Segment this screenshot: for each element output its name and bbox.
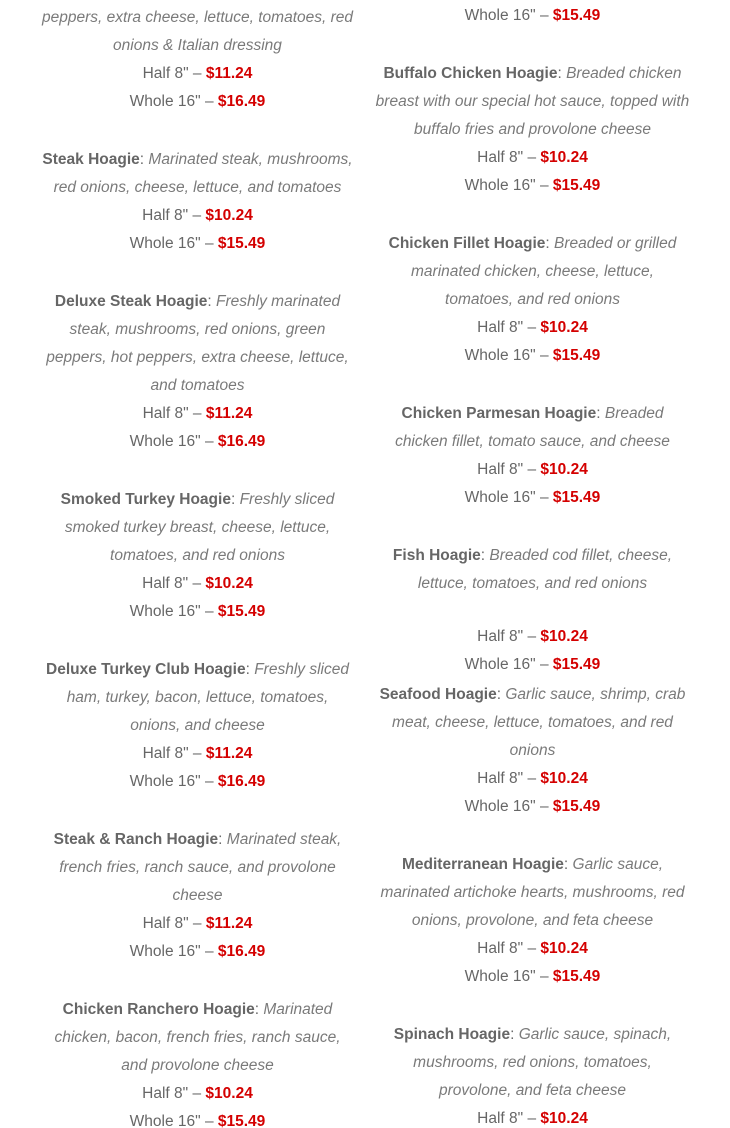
whole-price-line: [375, 484, 690, 512]
whole-price-line: [375, 963, 690, 991]
item-name: Mediterranean Hoagie: [401, 856, 564, 873]
whole-price-line: [40, 428, 355, 456]
whole-label: Whole 16" –: [129, 603, 218, 620]
whole-price: $16.49: [217, 943, 266, 960]
item-description: Marinated chicken, bacon, french fries, ranch sauce, and provolone cheese: [54, 1001, 341, 1074]
whole-price: $15.49: [552, 489, 601, 506]
whole-label: Whole 16" –: [464, 968, 553, 985]
whole-price: $15.49: [552, 656, 601, 673]
half-price-line: [40, 910, 355, 938]
menu-item-seafood-hoagie: Seafood Hoagie: Garlic sauce, shrimp, crab meat, cheese, lettuce, tomatoes, and red onions Half 8" – $10.24 Whole 16" – $15.49: [375, 681, 690, 821]
whole-label: Whole 16" –: [129, 943, 218, 960]
half-price: $10.24: [540, 461, 588, 478]
whole-price-line: [40, 598, 355, 626]
half-label: Half 8" –: [477, 770, 541, 787]
item-description: peppers, extra cheese, lettuce, tomatoes, red onions & Italian dressing: [41, 9, 354, 54]
whole-price: $15.49: [217, 1113, 266, 1128]
half-label: Half 8" –: [142, 207, 206, 224]
half-price-line: [375, 1105, 690, 1128]
whole-price: $15.49: [552, 798, 601, 815]
item-name: Steak Hoagie: [42, 151, 140, 168]
item-description: Breaded chicken fillet, tomato sauce, and cheese: [395, 405, 670, 450]
item-name: Chicken Parmesan Hoagie: [401, 405, 597, 422]
half-price: $10.24: [205, 575, 253, 592]
half-price: $10.24: [540, 940, 588, 957]
half-label: Half 8" –: [477, 940, 541, 957]
whole-price: $15.49: [552, 7, 601, 24]
item-name: Seafood Hoagie: [379, 686, 497, 703]
half-price-line: [40, 202, 355, 230]
item-name: Spinach Hoagie: [393, 1026, 511, 1043]
half-label: Half 8" –: [142, 745, 206, 762]
half-price: $11.24: [205, 915, 253, 932]
half-label: Half 8" –: [142, 65, 206, 82]
half-label: Half 8" –: [142, 575, 206, 592]
menu-item-steak-hoagie: Steak Hoagie: Marinated steak, mushrooms, red onions, cheese, lettuce, and tomatoes Half 8" – $10.24 Whole 16" – $15.49: [40, 146, 355, 258]
half-price: $10.24: [540, 149, 588, 166]
whole-price: $16.49: [217, 773, 266, 790]
half-price-line: [375, 314, 690, 342]
menu-item-deluxe-steak-hoagie: Deluxe Steak Hoagie: Freshly marinated steak, mushrooms, red onions, green peppers, hot peppers, extra cheese, lettuce, and tomatoes Half 8" – $11.24 Whole 16" – $16.49: [40, 288, 355, 456]
half-label: Half 8" –: [142, 405, 206, 422]
item-description: Freshly marinated steak, mushrooms, red onions, green peppers, hot peppers, extra cheese, lettuce, and tomatoes: [46, 293, 349, 394]
menu-item-mediterranean-hoagie: Mediterranean Hoagie: Garlic sauce, marinated artichoke hearts, mushrooms, red onions, provolone, and feta cheese Half 8" – $10.24 Whole 16" – $15.49: [375, 851, 690, 991]
half-price-line: [375, 456, 690, 484]
item-description: Breaded chicken breast with our special hot sauce, topped with buffalo fries and provolone cheese: [375, 65, 690, 138]
whole-price-line: [40, 1108, 355, 1128]
item-name: Fish Hoagie: [392, 547, 481, 564]
whole-price-line: [375, 651, 690, 679]
whole-label: Whole 16" –: [464, 177, 553, 194]
whole-label: Whole 16" –: [464, 798, 553, 815]
whole-price: $15.49: [552, 968, 601, 985]
item-description: Breaded cod fillet, cheese, lettuce, tomatoes, and red onions: [417, 547, 673, 592]
half-price: $11.24: [205, 65, 253, 82]
menu-item-smoked-turkey-hoagie: Smoked Turkey Hoagie: Freshly sliced smoked turkey breast, cheese, lettuce, tomatoes, and red onions Half 8" – $10.24 Whole 16" – $15.49: [40, 486, 355, 626]
half-label: Half 8" –: [142, 915, 206, 932]
item-description: Freshly sliced smoked turkey breast, cheese, lettuce, tomatoes, and red onions: [64, 491, 335, 564]
item-name: Deluxe Steak Hoagie: [54, 293, 208, 310]
half-price: $10.24: [540, 1110, 588, 1127]
half-price-line: [40, 1080, 355, 1108]
whole-price-line: [40, 88, 355, 116]
whole-price-line: [375, 342, 690, 370]
item-name: Smoked Turkey Hoagie: [60, 491, 231, 508]
item-description: Marinated steak, french fries, ranch sauce, and provolone cheese: [59, 831, 342, 904]
menu-item-buffalo-chicken-hoagie: Buffalo Chicken Hoagie: Breaded chicken breast with our special hot sauce, topped with buffalo fries and provolone cheese Half 8" – $10.24 Whole 16" – $15.49: [375, 60, 690, 200]
whole-price-line: [375, 2, 690, 30]
half-price: $11.24: [205, 745, 253, 762]
whole-price: $16.49: [217, 93, 266, 110]
whole-label: Whole 16" –: [464, 7, 553, 24]
item-description: Garlic sauce, marinated artichoke hearts, mushrooms, red onions, provolone, and feta cheese: [380, 856, 685, 929]
whole-price: $15.49: [552, 347, 601, 364]
item-description: Marinated steak, mushrooms, red onions, cheese, lettuce, and tomatoes: [53, 151, 353, 196]
menu-item-continued: [375, 2, 690, 30]
half-price-line: [375, 623, 690, 651]
half-label: Half 8" –: [477, 461, 541, 478]
half-price: $10.24: [540, 628, 588, 645]
half-price: $10.24: [205, 207, 253, 224]
half-price: $10.24: [205, 1085, 253, 1102]
whole-label: Whole 16" –: [129, 1113, 218, 1128]
item-description: Garlic sauce, shrimp, crab meat, cheese, lettuce, tomatoes, and red onions: [392, 686, 686, 759]
item-description: Garlic sauce, spinach, mushrooms, red onions, tomatoes, provolone, and feta cheese: [413, 1026, 672, 1099]
half-label: Half 8" –: [477, 628, 541, 645]
whole-label: Whole 16" –: [129, 773, 218, 790]
whole-price: $15.49: [552, 177, 601, 194]
half-price: $10.24: [540, 319, 588, 336]
half-label: Half 8" –: [477, 319, 541, 336]
half-price-line: [40, 400, 355, 428]
item-name: Chicken Ranchero Hoagie: [62, 1001, 255, 1018]
menu-item-chicken-fillet-hoagie: Chicken Fillet Hoagie: Breaded or grilled marinated chicken, cheese, lettuce, tomatoes, and red onions Half 8" – $10.24 Whole 16" – $15.49: [375, 230, 690, 370]
half-price-line: [375, 935, 690, 963]
item-description: Freshly sliced ham, turkey, bacon, lettuce, tomatoes, onions, and cheese: [66, 661, 349, 734]
whole-label: Whole 16" –: [129, 93, 218, 110]
item-name: Chicken Fillet Hoagie: [388, 235, 546, 252]
menu-item-steak-ranch-hoagie: Steak & Ranch Hoagie: Marinated steak, french fries, ranch sauce, and provolone cheese Half 8" – $11.24 Whole 16" – $16.49: [40, 826, 355, 966]
whole-label: Whole 16" –: [464, 347, 553, 364]
half-price: $10.24: [540, 770, 588, 787]
whole-price-line: [375, 172, 690, 200]
half-price: $11.24: [205, 405, 253, 422]
whole-label: Whole 16" –: [129, 235, 218, 252]
item-name: Buffalo Chicken Hoagie: [383, 65, 558, 82]
half-label: Half 8" –: [142, 1085, 206, 1102]
item-name: Steak & Ranch Hoagie: [53, 831, 219, 848]
menu-item-fish-hoagie: Fish Hoagie: Breaded cod fillet, cheese, lettuce, tomatoes, and red onions Half 8" – $10.24 Whole 16" – $15.49: [375, 542, 690, 679]
whole-price-line: [40, 938, 355, 966]
item-description: Breaded or grilled marinated chicken, cheese, lettuce, tomatoes, and red onions: [411, 235, 677, 308]
whole-label: Whole 16" –: [129, 433, 218, 450]
whole-label: Whole 16" –: [464, 656, 553, 673]
menu-item-continued: [40, 4, 355, 116]
half-price-line: [375, 144, 690, 172]
menu-item-deluxe-turkey-club-hoagie: Deluxe Turkey Club Hoagie: Freshly sliced ham, turkey, bacon, lettuce, tomatoes, onions, and cheese Half 8" – $11.24 Whole 16" – $16.49: [40, 656, 355, 796]
menu-item-chicken-parmesan-hoagie: Chicken Parmesan Hoagie: Breaded chicken fillet, tomato sauce, and cheese Half 8" – $10.24 Whole 16" – $15.49: [375, 400, 690, 512]
menu-item-spinach-hoagie: Spinach Hoagie: Garlic sauce, spinach, mushrooms, red onions, tomatoes, provolone, and feta cheese Half 8" – $10.24: [375, 1021, 690, 1128]
whole-price-line: [40, 768, 355, 796]
whole-price-line: [40, 230, 355, 258]
item-name: Deluxe Turkey Club Hoagie: [46, 661, 246, 678]
whole-price: $15.49: [217, 603, 266, 620]
half-price-line: [375, 765, 690, 793]
half-price-line: [40, 60, 355, 88]
whole-price-line: [375, 793, 690, 821]
menu-item-chicken-ranchero-hoagie: Chicken Ranchero Hoagie: Marinated chicken, bacon, french fries, ranch sauce, and provolone cheese Half 8" – $10.24 Whole 16" – $15.49: [40, 996, 355, 1128]
whole-price: $15.49: [217, 235, 266, 252]
half-price-line: [40, 570, 355, 598]
half-label: Half 8" –: [477, 149, 541, 166]
half-label: Half 8" –: [477, 1110, 541, 1127]
whole-price: $16.49: [217, 433, 266, 450]
half-price-line: [40, 740, 355, 768]
whole-label: Whole 16" –: [464, 489, 553, 506]
